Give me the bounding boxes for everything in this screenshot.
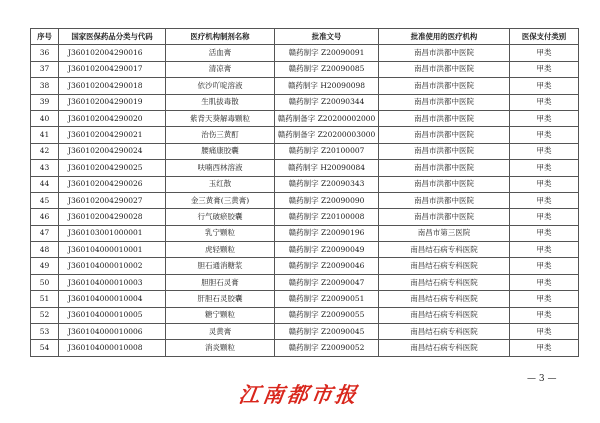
cell-name: 虎轻颗粒 <box>166 242 275 258</box>
cell-approval: 赣药制字 Z20090047 <box>275 274 379 290</box>
cell-category: 甲类 <box>510 192 579 208</box>
cell-category: 甲类 <box>510 176 579 192</box>
cell-institution: 南昌结石病专科医院 <box>379 324 510 340</box>
cell-approval: 赣药制字 Z20090090 <box>275 192 379 208</box>
cell-code: J360104000010004 <box>59 291 166 307</box>
cell-index: 36 <box>31 45 59 61</box>
cell-category: 甲类 <box>510 78 579 94</box>
cell-category: 甲类 <box>510 307 579 323</box>
cell-category: 甲类 <box>510 340 579 356</box>
cell-index: 38 <box>31 78 59 94</box>
cell-index: 43 <box>31 160 59 176</box>
cell-index: 54 <box>31 340 59 356</box>
cell-category: 甲类 <box>510 258 579 274</box>
cell-approval: 赣药制字 Z20090196 <box>275 225 379 241</box>
cell-index: 44 <box>31 176 59 192</box>
table-row <box>31 160 579 176</box>
cell-category: 甲类 <box>510 160 579 176</box>
cell-code: J360104000010001 <box>59 242 166 258</box>
cell-category: 甲类 <box>510 225 579 241</box>
cell-name: 行气破瘀胶囊 <box>166 209 275 225</box>
cell-code: J360102004290019 <box>59 94 166 110</box>
cell-institution: 南昌市洪都中医院 <box>379 45 510 61</box>
cell-index: 48 <box>31 242 59 258</box>
cell-index: 42 <box>31 143 59 159</box>
cell-index: 53 <box>31 324 59 340</box>
table-row <box>31 340 579 356</box>
header-code: 国家医保药品分类与代码 <box>59 29 166 45</box>
cell-institution: 南昌市洪都中医院 <box>379 176 510 192</box>
cell-institution: 南昌市洪都中医院 <box>379 160 510 176</box>
cell-name: 糖宁颗粒 <box>166 307 275 323</box>
table-row <box>31 127 579 143</box>
cell-category: 甲类 <box>510 110 579 126</box>
cell-approval: 赣药制备字 Z20200003000 <box>275 127 379 143</box>
cell-index: 41 <box>31 127 59 143</box>
cell-category: 甲类 <box>510 291 579 307</box>
cell-code: J360104000010008 <box>59 340 166 356</box>
cell-index: 52 <box>31 307 59 323</box>
cell-code: J360102004290024 <box>59 143 166 159</box>
cell-institution: 南昌结石病专科医院 <box>379 274 510 290</box>
cell-approval: 赣药制备字 Z20200002000 <box>275 110 379 126</box>
cell-index: 50 <box>31 274 59 290</box>
cell-approval: 赣药制字 Z20090085 <box>275 61 379 77</box>
cell-institution: 南昌市洪都中医院 <box>379 61 510 77</box>
cell-name: 灵黄膏 <box>166 324 275 340</box>
table-body <box>31 45 579 356</box>
table-row <box>31 61 579 77</box>
cell-approval: 赣药制字 Z20090055 <box>275 307 379 323</box>
cell-institution: 南昌市洪都中医院 <box>379 192 510 208</box>
table-row <box>31 225 579 241</box>
cell-name: 玉红散 <box>166 176 275 192</box>
cell-index: 47 <box>31 225 59 241</box>
cell-code: J360104000010006 <box>59 324 166 340</box>
cell-name: 肝胆石灵胶囊 <box>166 291 275 307</box>
cell-category: 甲类 <box>510 45 579 61</box>
cell-approval: 赣药制字 H20090084 <box>275 160 379 176</box>
cell-category: 甲类 <box>510 242 579 258</box>
cell-category: 甲类 <box>510 61 579 77</box>
cell-code: J360102004290025 <box>59 160 166 176</box>
table-row <box>31 242 579 258</box>
newspaper-logo <box>226 380 376 410</box>
cell-institution: 南昌市洪都中医院 <box>379 78 510 94</box>
cell-institution: 南昌结石病专科医院 <box>379 258 510 274</box>
table-row <box>31 258 579 274</box>
cell-category: 甲类 <box>510 94 579 110</box>
header-institution: 批准使用的医疗机构 <box>379 29 510 45</box>
cell-institution: 南昌市洪都中医院 <box>379 209 510 225</box>
cell-approval: 赣药制字 H20090098 <box>275 78 379 94</box>
cell-institution: 南昌市洪都中医院 <box>379 94 510 110</box>
cell-institution: 南昌结石病专科医院 <box>379 242 510 258</box>
cell-code: J360102004290021 <box>59 127 166 143</box>
table-row <box>31 176 579 192</box>
table-row <box>31 192 579 208</box>
cell-code: J360102004290017 <box>59 61 166 77</box>
cell-name: 生肌拔毒散 <box>166 94 275 110</box>
table-row <box>31 324 579 340</box>
cell-institution: 南昌市洪都中医院 <box>379 110 510 126</box>
table-row <box>31 110 579 126</box>
drug-table <box>30 28 579 357</box>
cell-institution: 南昌市洪都中医院 <box>379 143 510 159</box>
cell-category: 甲类 <box>510 274 579 290</box>
cell-approval: 赣药制字 Z20090091 <box>275 45 379 61</box>
table-row <box>31 78 579 94</box>
cell-code: J360104000010003 <box>59 274 166 290</box>
cell-institution: 南昌结石病专科医院 <box>379 340 510 356</box>
header-name: 医疗机构制剂名称 <box>166 29 275 45</box>
cell-name: 活血膏 <box>166 45 275 61</box>
cell-approval: 赣药制字 Z20090045 <box>275 324 379 340</box>
cell-code: J360102004290028 <box>59 209 166 225</box>
cell-category: 甲类 <box>510 209 579 225</box>
cell-code: J360103001000001 <box>59 225 166 241</box>
table-row <box>31 143 579 159</box>
cell-name: 胆石通消糖浆 <box>166 258 275 274</box>
cell-index: 37 <box>31 61 59 77</box>
logo-text: 江南都市报 <box>237 382 361 407</box>
table-row <box>31 307 579 323</box>
cell-code: J360102004290027 <box>59 192 166 208</box>
page-number: — 3 — <box>527 374 557 384</box>
cell-institution: 南昌结石病专科医院 <box>379 291 510 307</box>
cell-name: 呋喃西林溶液 <box>166 160 275 176</box>
cell-approval: 赣药制字 Z20090049 <box>275 242 379 258</box>
cell-category: 甲类 <box>510 143 579 159</box>
cell-index: 39 <box>31 94 59 110</box>
table-row <box>31 94 579 110</box>
cell-name: 依沙吖啶溶液 <box>166 78 275 94</box>
cell-category: 甲类 <box>510 127 579 143</box>
table-row <box>31 291 579 307</box>
cell-institution: 南昌市洪都中医院 <box>379 127 510 143</box>
table-row <box>31 45 579 61</box>
header-approval: 批准文号 <box>275 29 379 45</box>
cell-name: 腰痛康胶囊 <box>166 143 275 159</box>
cell-approval: 赣药制字 Z20100007 <box>275 143 379 159</box>
header-category: 医保支付类别 <box>510 29 579 45</box>
cell-approval: 赣药制字 Z20090343 <box>275 176 379 192</box>
cell-index: 45 <box>31 192 59 208</box>
cell-code: J360104000010005 <box>59 307 166 323</box>
cell-code: J360102004290026 <box>59 176 166 192</box>
cell-approval: 赣药制字 Z20090046 <box>275 258 379 274</box>
cell-code: J360102004290020 <box>59 110 166 126</box>
table-row <box>31 274 579 290</box>
cell-approval: 赣药制字 Z20100008 <box>275 209 379 225</box>
cell-approval: 赣药制字 Z20090052 <box>275 340 379 356</box>
cell-code: J360102004290018 <box>59 78 166 94</box>
cell-name: 紫背天葵解毒颗粒 <box>166 110 275 126</box>
cell-name: 消炎颗粒 <box>166 340 275 356</box>
cell-name: 乳宁颗粒 <box>166 225 275 241</box>
table-row <box>31 209 579 225</box>
cell-name: 清凉膏 <box>166 61 275 77</box>
cell-name: 胆胆石灵膏 <box>166 274 275 290</box>
cell-approval: 赣药制字 Z20090051 <box>275 291 379 307</box>
table-header-row <box>31 29 579 45</box>
cell-index: 40 <box>31 110 59 126</box>
cell-name: 治伤三黄酊 <box>166 127 275 143</box>
cell-name: 金三黄膏(三黄膏) <box>166 192 275 208</box>
cell-category: 甲类 <box>510 324 579 340</box>
cell-institution: 南昌结石病专科医院 <box>379 307 510 323</box>
cell-index: 51 <box>31 291 59 307</box>
cell-institution: 南昌市第三医院 <box>379 225 510 241</box>
cell-index: 49 <box>31 258 59 274</box>
cell-code: J360102004290016 <box>59 45 166 61</box>
cell-index: 46 <box>31 209 59 225</box>
cell-approval: 赣药制字 Z20090344 <box>275 94 379 110</box>
cell-code: J360104000010002 <box>59 258 166 274</box>
header-index: 序号 <box>31 29 59 45</box>
